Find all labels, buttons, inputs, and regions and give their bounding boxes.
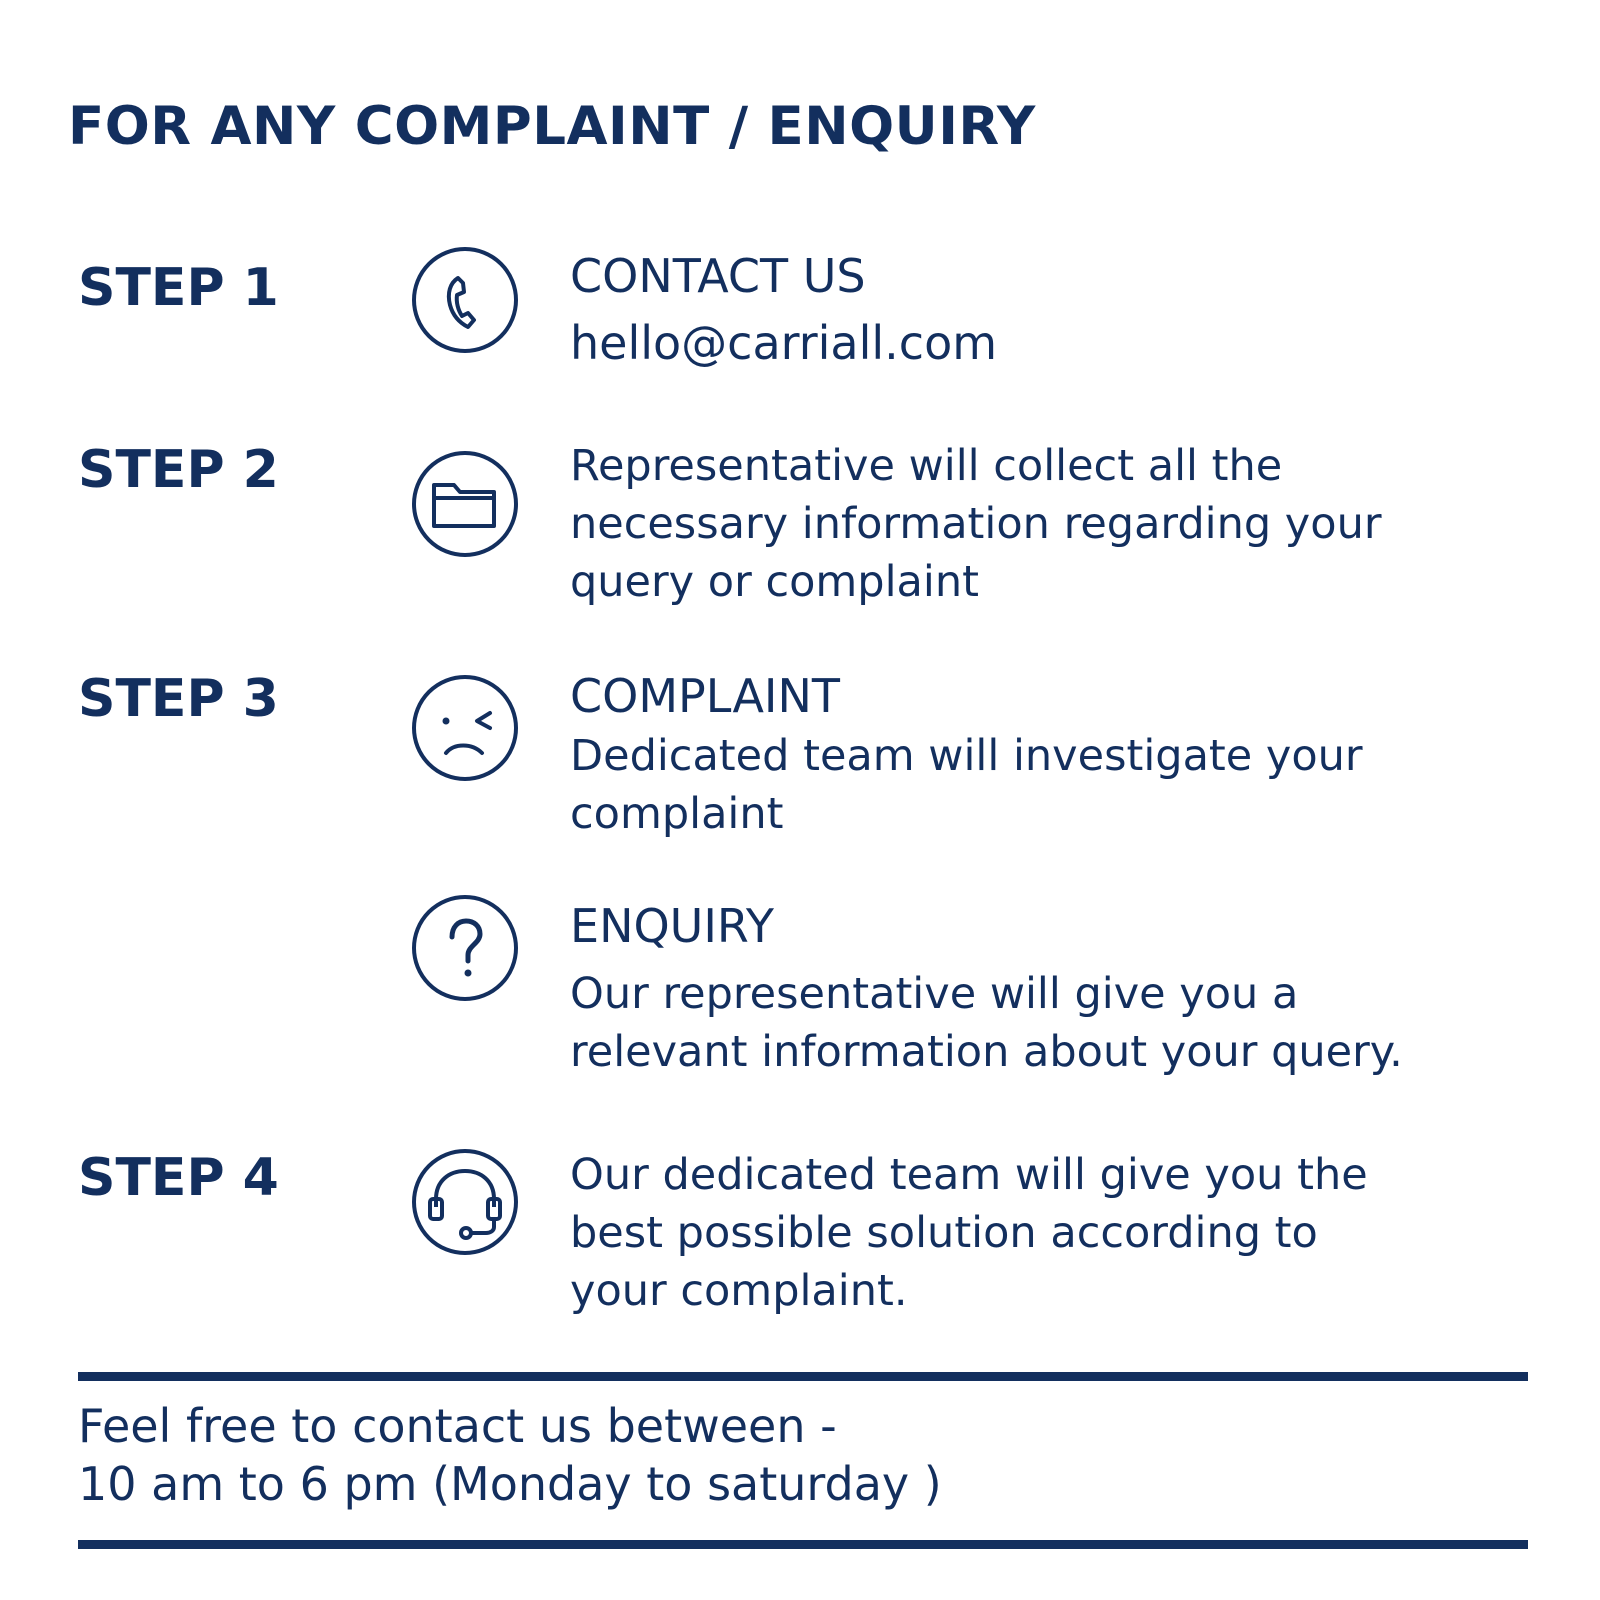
enquiry-text-line: relevant information about your query.: [570, 1027, 1403, 1077]
enquiry-text-line: Our representative will give you a: [570, 969, 1299, 1019]
step-4-label: STEP 4: [78, 1148, 279, 1208]
step-1-label: STEP 1: [78, 258, 279, 318]
contact-hours-line: 10 am to 6 pm (Monday to saturday ): [78, 1457, 942, 1511]
step-2-text-line: Representative will collect all the: [570, 441, 1283, 491]
complaint-text-line: Dedicated team will investigate your: [570, 731, 1363, 781]
headset-icon: [410, 1147, 520, 1257]
step-4-content: [570, 1146, 1580, 1320]
contact-hours-line: Feel free to contact us between -: [78, 1399, 837, 1453]
contact-hours: [78, 1397, 942, 1513]
bottom-divider: [78, 1540, 1528, 1549]
contact-email-link[interactable]: hello@carriall.com: [570, 316, 998, 370]
complaint-content: [570, 665, 1580, 843]
step-4-text-line: Our dedicated team will give you the: [570, 1150, 1368, 1200]
question-mark-icon: [410, 893, 520, 1003]
enquiry-content: [570, 895, 1580, 1081]
phone-icon: [410, 245, 520, 355]
step-4-text-line: your complaint.: [570, 1266, 908, 1316]
complaint-text-line: complaint: [570, 789, 784, 839]
step-4-text-line: best possible solution according to: [570, 1208, 1318, 1258]
folder-icon: [410, 449, 520, 559]
step-2-label: STEP 2: [78, 440, 279, 500]
top-divider: [78, 1372, 1528, 1381]
sad-face-icon: [410, 673, 520, 783]
step-2-text-line: query or complaint: [570, 557, 979, 607]
step-2-text-line: necessary information regarding your: [570, 499, 1382, 549]
enquiry-heading: ENQUIRY: [570, 899, 775, 953]
complaint-heading: COMPLAINT: [570, 669, 840, 723]
step-1-content: [570, 245, 1580, 379]
contact-us-heading: CONTACT US: [570, 249, 866, 303]
page-title: FOR ANY COMPLAINT / ENQUIRY: [68, 96, 1036, 157]
step-3-label: STEP 3: [78, 669, 279, 729]
step-2-content: [570, 437, 1580, 611]
